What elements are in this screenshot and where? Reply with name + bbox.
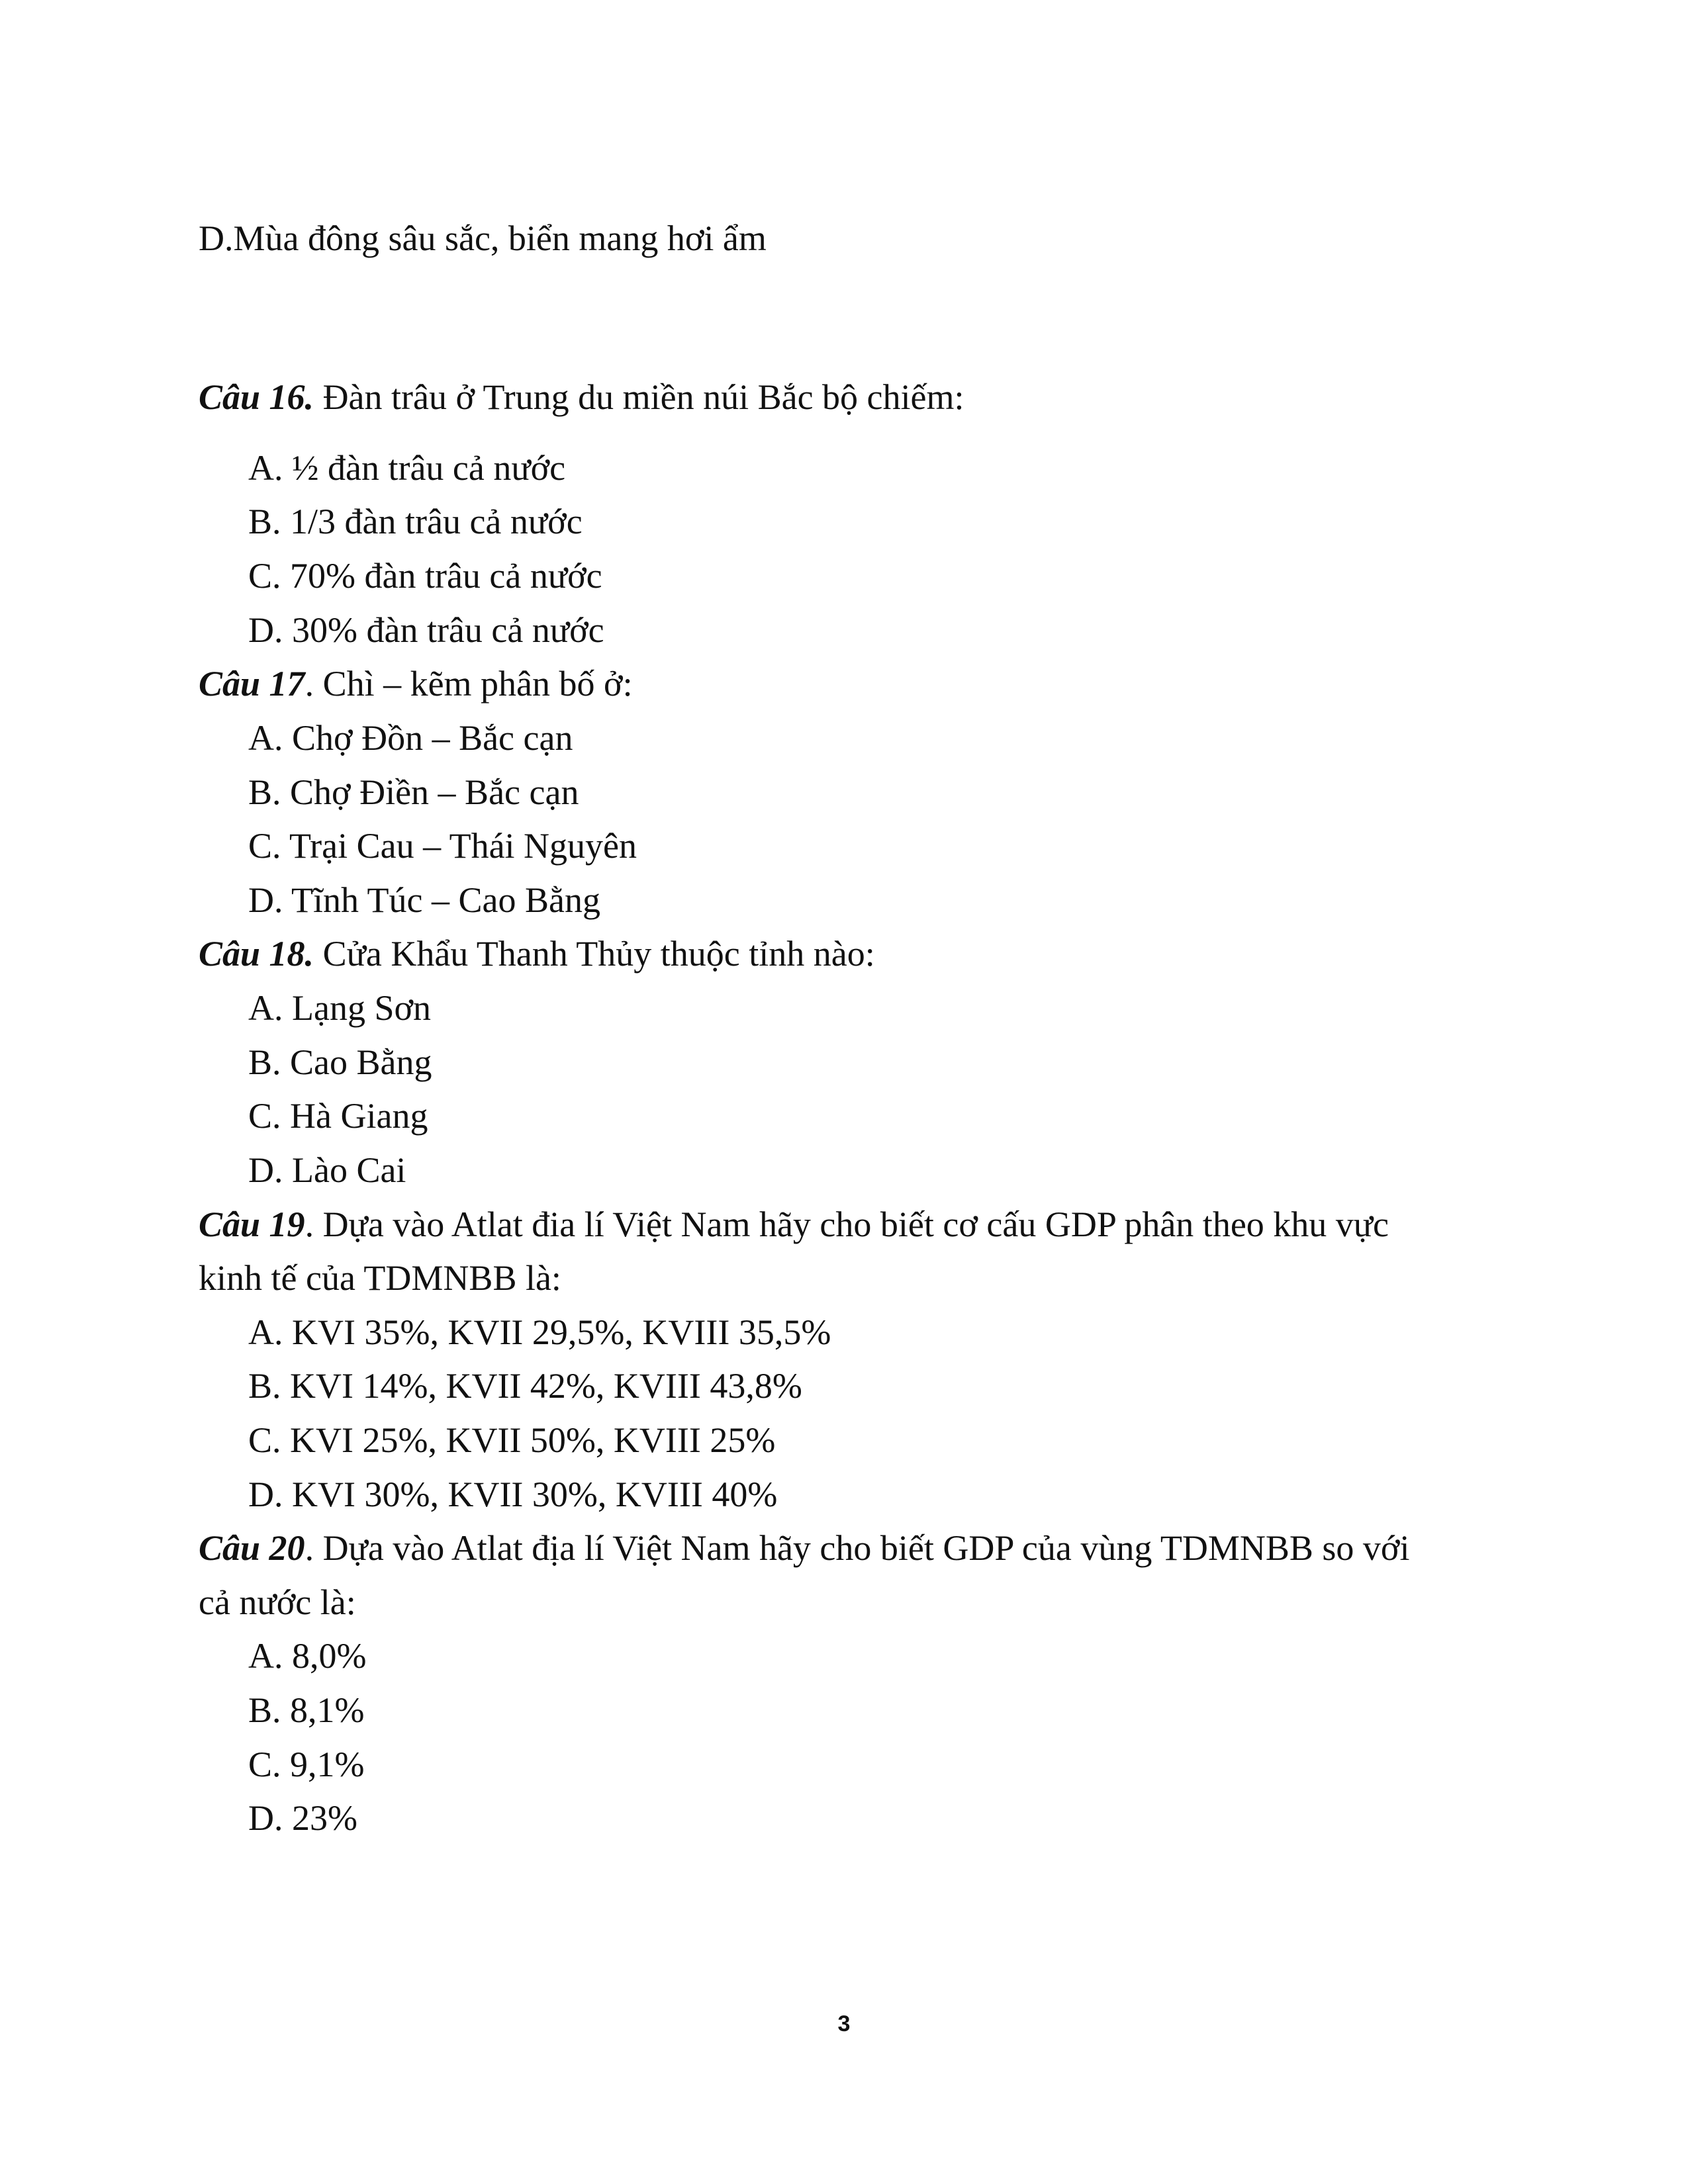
question-16-option-c: C. 70% đàn trâu cả nước [248, 556, 602, 596]
question-19-option-a: A. KVI 35%, KVII 29,5%, KVIII 35,5% [248, 1312, 831, 1352]
question-17-option-c: C. Trại Cau – Thái Nguyên [248, 826, 637, 866]
question-20-option-d: D. 23% [248, 1798, 357, 1838]
question-20-option-b: B. 8,1% [248, 1690, 365, 1730]
question-17-label: Câu 17 [199, 664, 305, 704]
question-18-option-a: A. Lạng Sơn [248, 988, 432, 1028]
question-18-option-b: B. Cao Bằng [248, 1042, 432, 1082]
question-16-option-b: B. 1/3 đàn trâu cả nước [248, 502, 583, 541]
question-16-text: Đàn trâu ở Trung du miền núi Bắc bộ chiếm: [314, 377, 964, 417]
question-19-option-d: D. KVI 30%, KVII 30%, KVIII 40% [248, 1475, 778, 1514]
question-17-option-d: D. Tĩnh Túc – Cao Bằng [248, 880, 600, 920]
question-19-text-line-2: kinh tế của TDMNBB là: [199, 1258, 561, 1298]
previous-option-text: D.Mùa đông sâu sắc, biển mang hơi ẩm [199, 218, 767, 258]
question-16-stem [199, 377, 964, 417]
question-16-option-a: A. ½ đàn trâu cả nước [248, 448, 566, 488]
question-19-option-c: C. KVI 25%, KVII 50%, KVIII 25% [248, 1420, 776, 1460]
question-18-label: Câu 18. [199, 934, 314, 974]
question-17-stem [199, 664, 633, 704]
question-16-label: Câu 16. [199, 377, 314, 417]
question-20-text-line-2: cả nước là: [199, 1582, 356, 1622]
question-19-option-b: B. KVI 14%, KVII 42%, KVIII 43,8% [248, 1366, 802, 1406]
question-18-stem [199, 934, 875, 974]
question-17-text: . Chì – kẽm phân bố ở: [305, 664, 633, 704]
question-17-option-a: A. Chợ Đồn – Bắc cạn [248, 718, 573, 758]
question-20-option-a: A. 8,0% [248, 1636, 367, 1676]
question-20-text-line-1: . Dựa vào Atlat địa lí Việt Nam hãy cho biết GDP của vùng TDMNBB so với [305, 1528, 1410, 1568]
question-19-label: Câu 19 [199, 1205, 305, 1244]
question-18-option-d: D. Lào Cai [248, 1150, 406, 1190]
question-16-option-d: D. 30% đàn trâu cả nước [248, 610, 604, 650]
question-17-option-b: B. Chợ Điền – Bắc cạn [248, 772, 579, 812]
question-18-option-c: C. Hà Giang [248, 1096, 428, 1136]
question-20-option-c: C. 9,1% [248, 1745, 365, 1784]
question-20-label: Câu 20 [199, 1528, 305, 1568]
question-20-stem [199, 1528, 1409, 1568]
question-19-text-line-1: . Dựa vào Atlat đia lí Việt Nam hãy cho biết cơ cấu GDP phân theo khu vực [305, 1205, 1389, 1244]
question-19-stem [199, 1205, 1389, 1244]
question-18-text: Cửa Khẩu Thanh Thủy thuộc tỉnh nào: [314, 934, 875, 974]
page-number: 3 [837, 2011, 851, 2036]
